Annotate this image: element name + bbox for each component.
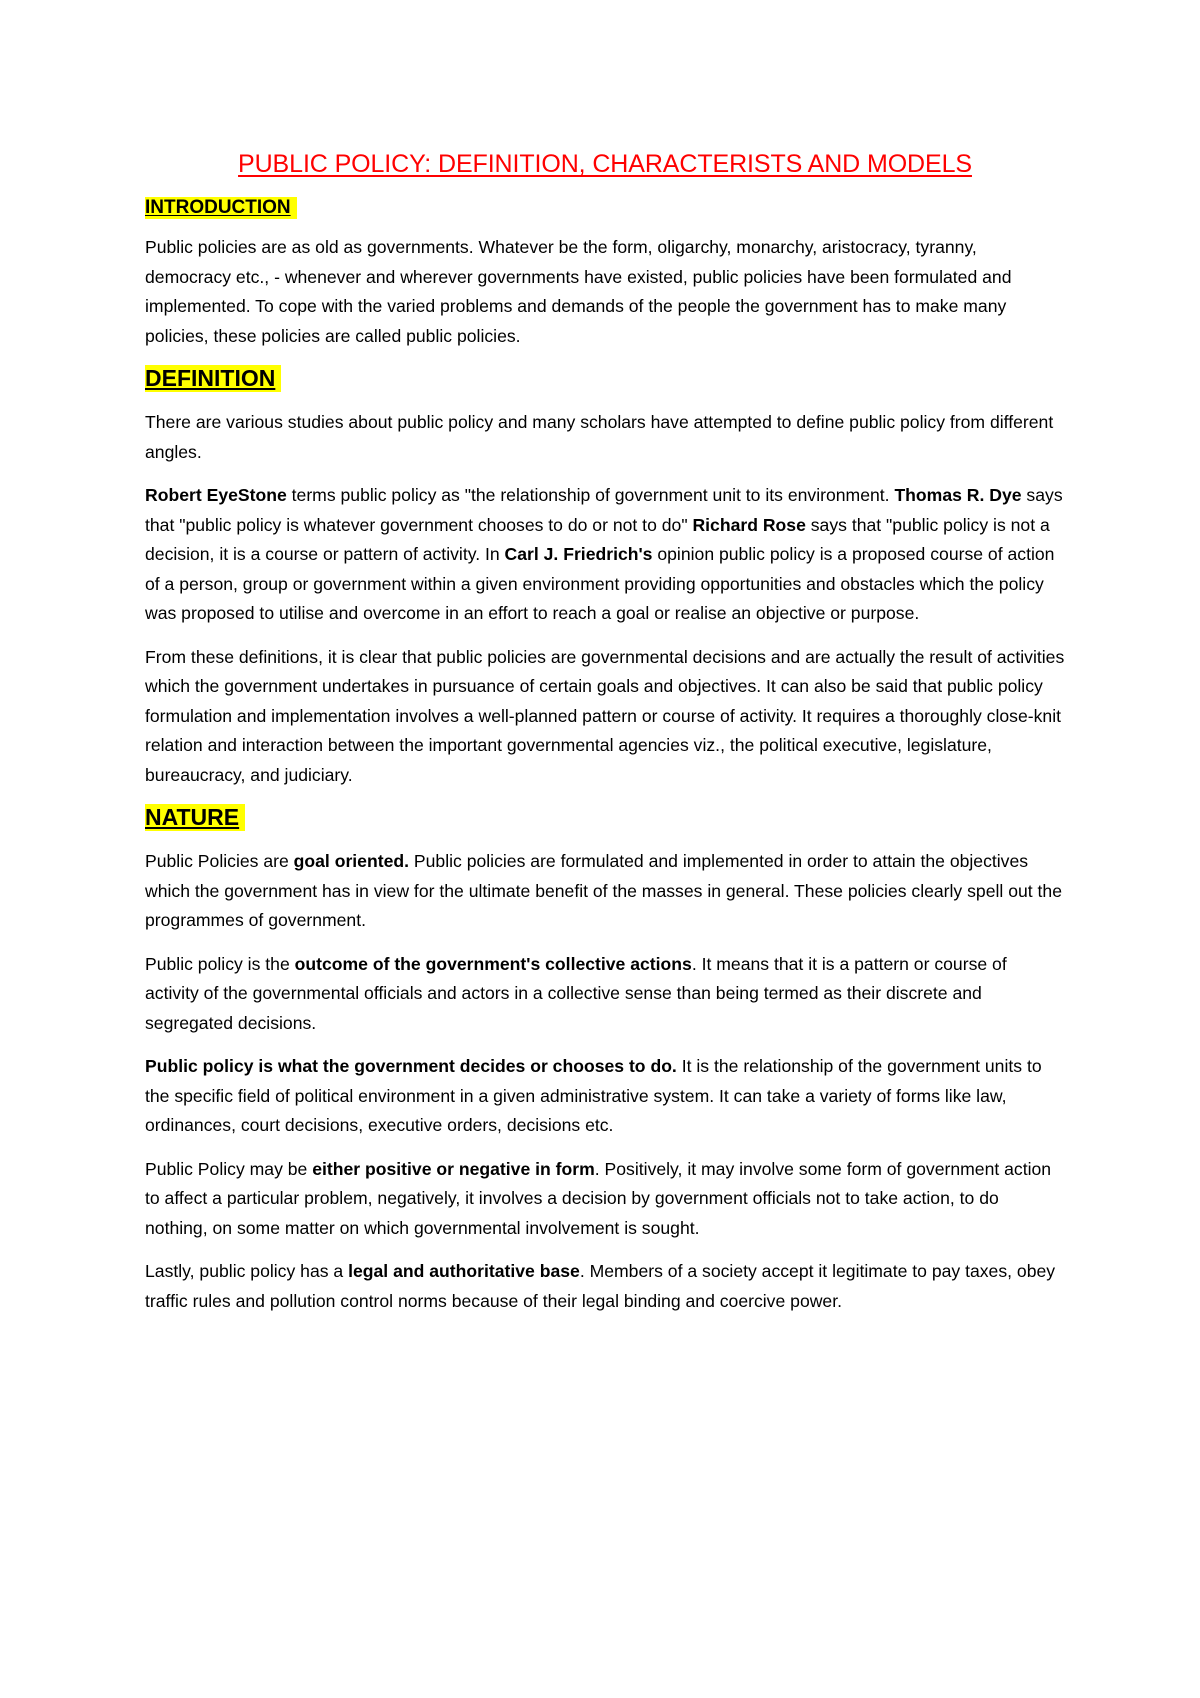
introduction-paragraph: Public policies are as old as governments. Whatever be the form, oligarchy, monarchy, aristocracy, tyranny, democracy etc., - whenever and wherever governments have existed, public policies have been formulated and implemented. To cope with the varied problems and demands of the people the government has to make many policies, these policies are called public policies.	[145, 237, 1012, 346]
scholar-name-rose: Richard Rose	[692, 514, 806, 535]
definition-paragraph-3: From these definitions, it is clear that public policies are governmental decisions and are actually the result of activities which the government undertakes in pursuance of certain goals and objectives. It can also be said that public policy formulation and implementation involves a well-planned pattern or course of activity. It requires a thoroughly close-knit relation and interaction between the important governmental agencies viz., the political executive, legislature, bureaucracy, and judiciary.	[145, 646, 1065, 785]
definition-heading-wrap	[145, 365, 1065, 392]
scholar-name-friedrich: Carl J. Friedrich's	[504, 544, 653, 564]
nature-heading-wrap	[145, 804, 1065, 831]
definition-paragraph-2	[145, 481, 1065, 629]
nature-paragraph-4	[145, 1155, 1065, 1244]
nature-p4-bold: either positive or negative in form	[312, 1158, 595, 1179]
nature-p1-bold: goal oriented.	[293, 851, 409, 871]
nature-paragraph-1	[145, 847, 1065, 936]
scholar-name-dye: Thomas R. Dye	[894, 485, 1022, 505]
nature-p5-rest: . Members of a society accept it legitimate to pay taxes, obey traffic rules and pollution control norms because of their legal binding and coercive power.	[145, 1261, 1056, 1311]
introduction-heading: INTRODUCTION	[145, 197, 297, 219]
nature-heading: NATURE	[145, 804, 245, 831]
document-title: PUBLIC POLICY: DEFINITION, CHARACTERISTS AND MODELS	[238, 150, 972, 178]
nature-p5-lead: Lastly, public policy has a	[145, 1261, 349, 1281]
document-page	[145, 150, 1065, 1330]
nature-p4-rest: . Positively, it may involve some form of government action to affect a particular problem, negatively, it involves a decision by government officials not to take action, to do nothing, on some matter on which governmental involvement is sought.	[145, 1158, 1052, 1238]
nature-p2-lead: Public policy is the	[145, 953, 295, 974]
definition-heading: DEFINITION	[145, 365, 281, 392]
nature-p4-lead: Public Policy may be	[145, 1158, 313, 1179]
nature-paragraph-5	[145, 1257, 1065, 1316]
definition-text-eyestone: terms public policy as "the relationship of government unit to its environment.	[286, 485, 895, 505]
nature-p2-rest: . It means that it is a pattern or course of activity of the governmental officials and actors in a collective sense than being termed as their discrete and segregated decisions.	[145, 953, 1007, 1033]
definition-text-friedrich: opinion public policy is a proposed course of action of a person, group or government within a given environment providing opportunities and obstacles which the policy was proposed to utilise and overcome in an effort to reach a goal or realise an objective or purpose.	[145, 544, 1055, 623]
nature-p1-rest: Public policies are formulated and implemented in order to attain the objectives which the government has in view for the ultimate benefit of the masses in general. These policies clearly spell out the programmes of government.	[145, 851, 1062, 930]
nature-p5-bold: legal and authoritative base	[348, 1261, 580, 1281]
nature-p2-bold: outcome of the government's collective actions	[294, 953, 692, 974]
nature-paragraph-3	[145, 1052, 1065, 1141]
definition-text-rose: says that "public policy is not a decision, it is a course or pattern of activity. In	[145, 514, 1050, 564]
introduction-heading-wrap	[145, 197, 1065, 219]
scholar-name-eyestone: Robert EyeStone	[145, 485, 287, 505]
definition-text-dye: says that "public policy is whatever government chooses to do or not to do"	[145, 485, 1063, 535]
nature-p1-lead: Public Policies are	[145, 851, 294, 871]
nature-p3-rest: It is the relationship of the government units to the specific field of political environment in a given administrative system. It can take a variety of forms like law, ordinances, court decisions, executive orders, decisions etc.	[145, 1056, 1042, 1135]
nature-paragraph-2	[145, 950, 1065, 1039]
definition-paragraph-1: There are various studies about public policy and many scholars have attempted to define public policy from different angles.	[145, 412, 1054, 462]
nature-p3-bold: Public policy is what the government decides or chooses to do.	[145, 1056, 677, 1076]
